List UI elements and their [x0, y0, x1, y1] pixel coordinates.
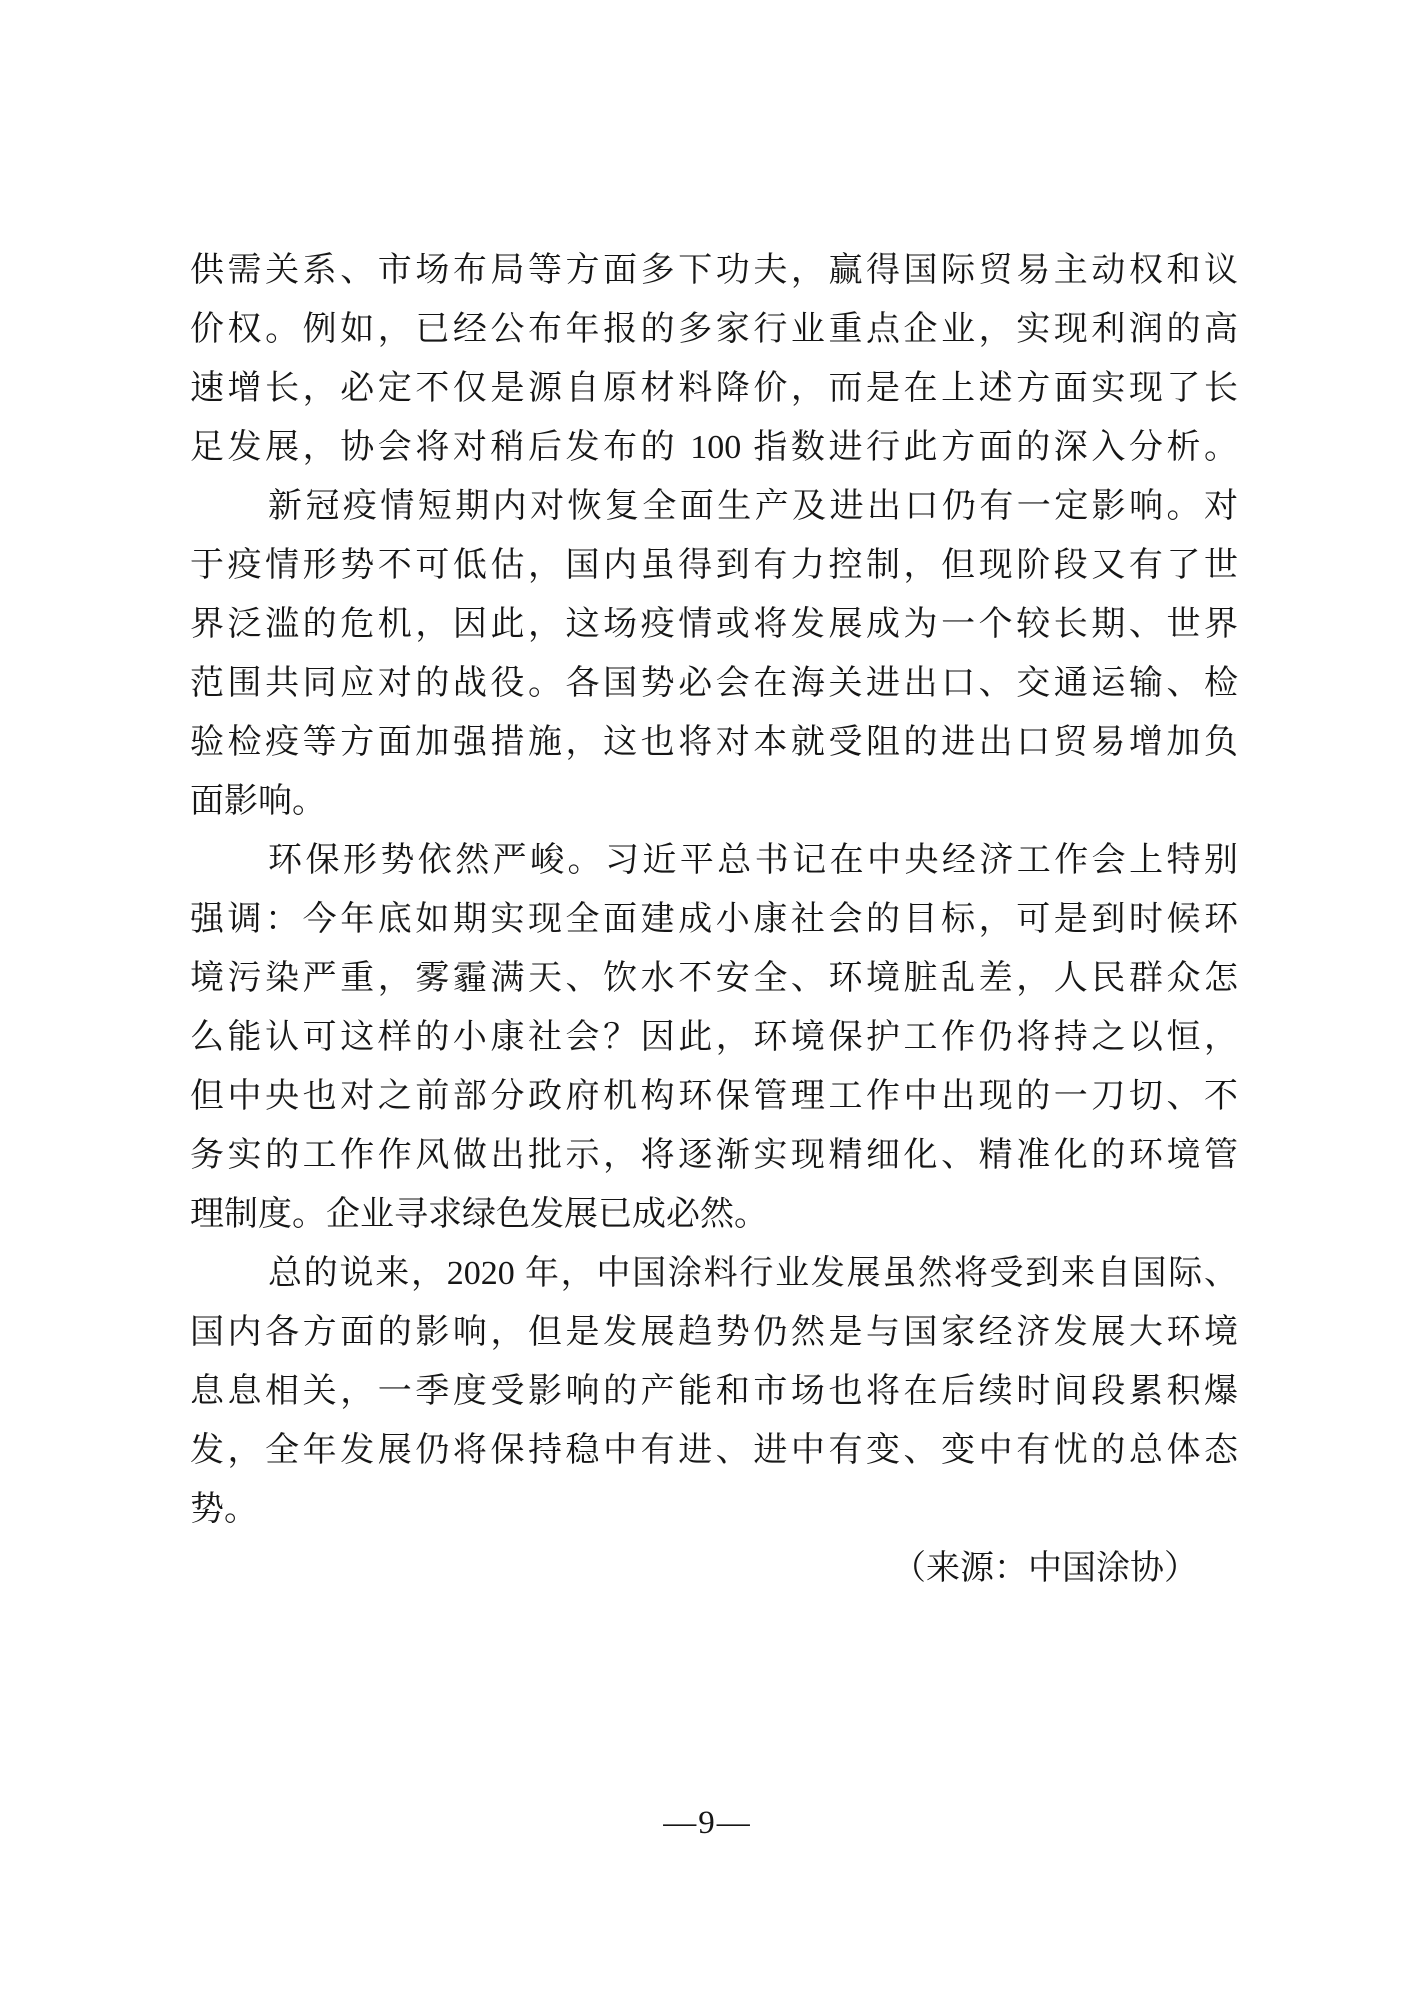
text-line-paragraph-start: 总的说来，2020 年，中国涂料行业发展虽然将受到来自国际、: [268, 1255, 1238, 1292]
text-line: 务实的工作作风做出批示，将逐渐实现精细化、精准化的环境管: [190, 1137, 1238, 1174]
source-attribution: （来源：中国涂协）: [892, 1550, 1198, 1587]
text-line: 验检疫等方面加强措施，这也将对本就受阻的进出口贸易增加负: [190, 724, 1238, 761]
text-line: 价权。例如，已经公布年报的多家行业重点企业，实现利润的高: [190, 311, 1238, 348]
text-line: 速增长，必定不仅是源自原材料降价，而是在上述方面实现了长: [190, 370, 1238, 407]
text-line-paragraph-start: 新冠疫情短期内对恢复全面生产及进出口仍有一定影响。对: [268, 488, 1238, 525]
document-text-block: [190, 241, 1238, 1598]
text-line: 发，全年发展仍将保持稳中有进、进中有变、变中有忧的总体态: [190, 1432, 1238, 1469]
text-line: 界泛滥的危机，因此，这场疫情或将发展成为一个较长期、世界: [190, 606, 1238, 643]
text-line-paragraph-start: 环保形势依然严峻。习近平总书记在中央经济工作会上特别: [268, 842, 1238, 879]
text-line: 息息相关，一季度受影响的产能和市场也将在后续时间段累积爆: [190, 1373, 1238, 1410]
text-line: 国内各方面的影响，但是发展趋势仍然是与国家经济发展大环境: [190, 1314, 1238, 1351]
text-line-paragraph-end: 理制度。企业寻求绿色发展已成必然。: [190, 1196, 768, 1233]
text-line: 于疫情形势不可低估，国内虽得到有力控制，但现阶段又有了世: [190, 547, 1238, 584]
text-line: 范围共同应对的战役。各国势必会在海关进出口、交通运输、检: [190, 665, 1238, 702]
text-line: 足发展，协会将对稍后发布的 100 指数进行此方面的深入分析。: [190, 429, 1238, 466]
text-line: 但中央也对之前部分政府机构环保管理工作中出现的一刀切、不: [190, 1078, 1238, 1115]
text-line-paragraph-end: 面影响。: [190, 783, 326, 820]
text-line-paragraph-end: 势。: [190, 1491, 258, 1528]
text-line: 境污染严重，雾霾满天、饮水不安全、环境脏乱差，人民群众怎: [190, 960, 1238, 997]
page-number: —9—: [663, 1805, 752, 1841]
text-line: 强调：今年底如期实现全面建成小康社会的目标，可是到时候环: [190, 901, 1238, 938]
text-line: 么能认可这样的小康社会？因此，环境保护工作仍将持之以恒，: [190, 1019, 1238, 1056]
text-line: 供需关系、市场布局等方面多下功夫，赢得国际贸易主动权和议: [190, 252, 1238, 289]
